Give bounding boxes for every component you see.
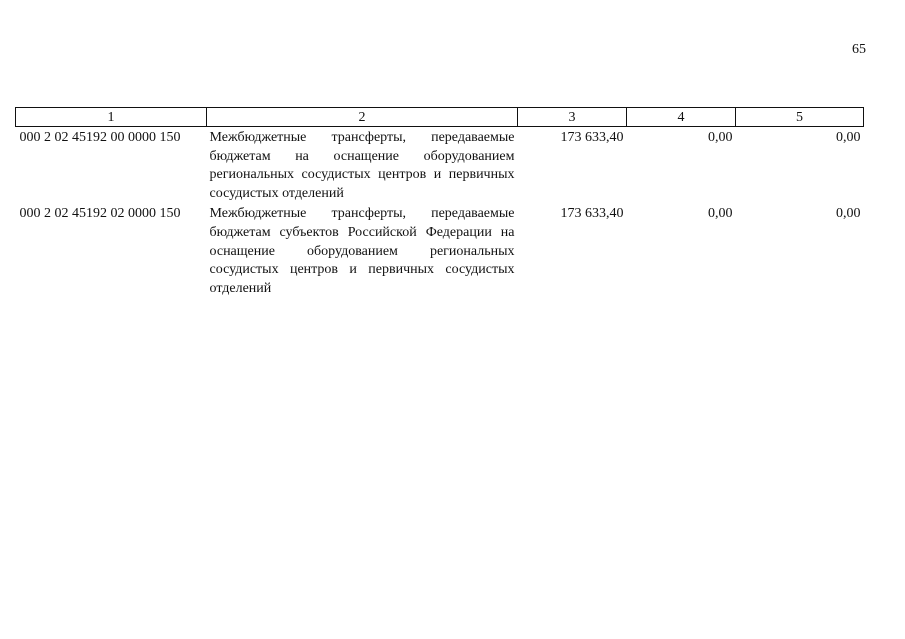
table-row (16, 127, 864, 204)
budget-description: Межбюджетные трансферты, передаваемые бюджетам субъектов Российской Федерации на оснащение оборудованием региональных сосудистых центров и первичных сосудистых отделений (209, 206, 515, 296)
page-number: 65 (852, 42, 866, 57)
budget-code: 000 2 02 45192 00 0000 150 (19, 130, 181, 145)
budget-code: 000 2 02 45192 02 0000 150 (19, 206, 181, 222)
budget-table (15, 107, 864, 298)
table-header (16, 108, 864, 127)
amount-col-5: 0,00 (836, 206, 861, 222)
amount-col-3: 173 633,40 (560, 206, 624, 222)
table-body (16, 127, 864, 299)
header-col-1: 1 (16, 108, 207, 127)
amount-col-4: 0,00 (708, 206, 733, 222)
header-col-4: 4 (627, 108, 736, 127)
header-col-5: 5 (736, 108, 864, 127)
header-col-2: 2 (207, 108, 518, 127)
header-col-3: 3 (518, 108, 627, 127)
amount-col-3: 173 633,40 (560, 130, 624, 145)
header-row (16, 108, 864, 127)
amount-col-5: 0,00 (836, 130, 861, 145)
table-row (16, 203, 864, 298)
budget-description: Межбюджетные трансферты, передаваемые бюджетам на оснащение оборудованием региональных сосудистых центров и первичных сосудистых отделений (209, 130, 515, 201)
amount-col-4: 0,00 (708, 130, 733, 145)
